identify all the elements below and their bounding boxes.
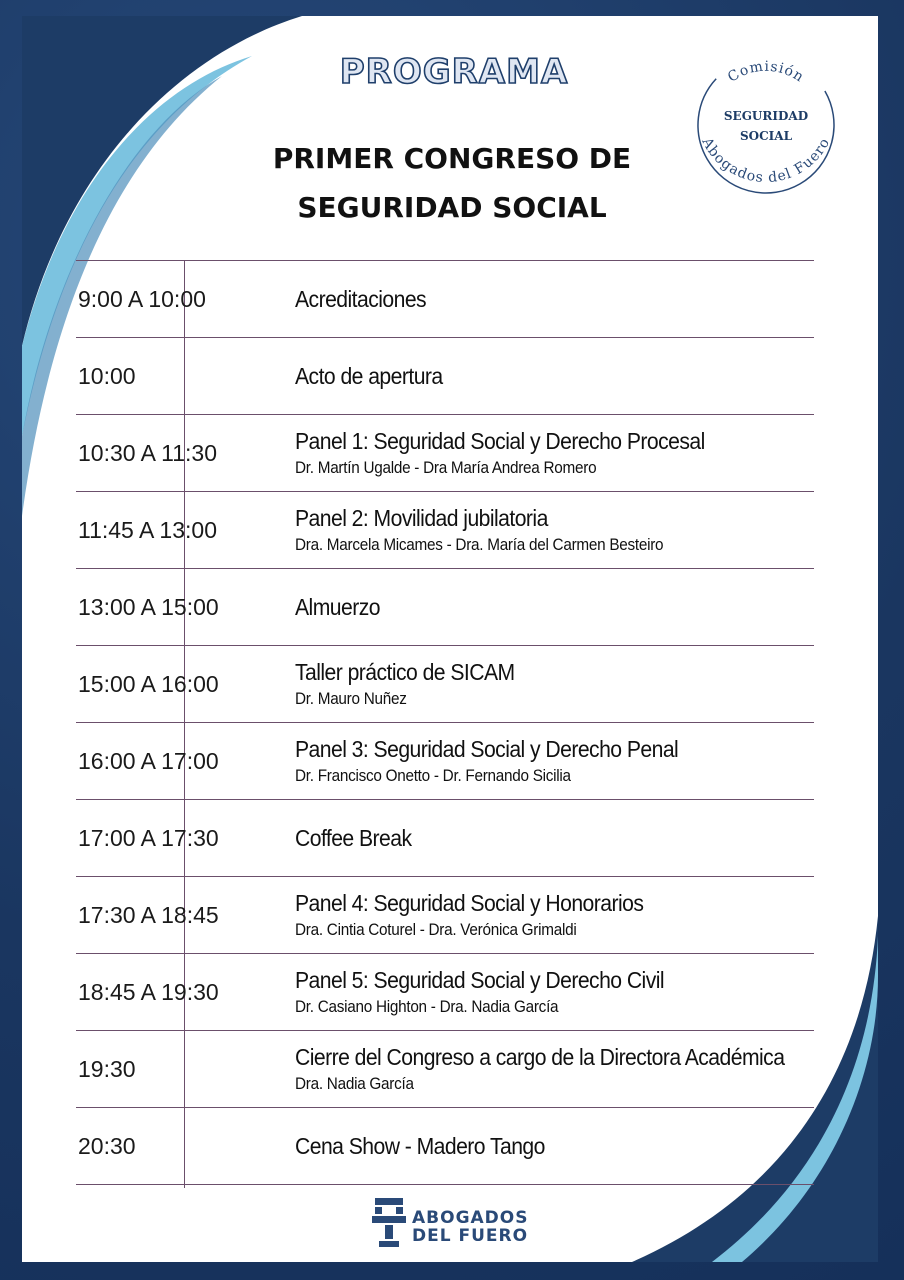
event-speakers: Dra. Cintia Coturel - Dra. Verónica Grimaldi bbox=[295, 920, 577, 939]
schedule-row bbox=[76, 723, 814, 800]
seal-center-line-1: SEGURIDAD bbox=[723, 109, 809, 123]
event-title: Acto de apertura bbox=[295, 362, 443, 389]
schedule-time: 20:30 bbox=[78, 1132, 136, 1159]
event-title: Cena Show - Madero Tango bbox=[295, 1132, 545, 1159]
schedule-time: 15:00 A 16:00 bbox=[78, 670, 219, 697]
schedule-time: 18:45 A 19:30 bbox=[78, 978, 219, 1005]
event-title: Panel 5: Seguridad Social y Derecho Civil bbox=[295, 967, 665, 993]
event-title: Almuerzo bbox=[295, 593, 380, 620]
schedule-time: 13:00 A 15:00 bbox=[78, 593, 219, 620]
event-speakers: Dra. Marcela Micames - Dra. María del Carmen Besteiro bbox=[295, 535, 664, 554]
event-name bbox=[232, 134, 672, 232]
schedule-event bbox=[295, 415, 835, 491]
schedule-time: 9:00 A 10:00 bbox=[78, 285, 206, 312]
event-title: Panel 2: Movilidad jubilatoria bbox=[295, 505, 548, 531]
schedule-time: 16:00 A 17:00 bbox=[78, 747, 219, 774]
svg-text:Comisión bbox=[725, 59, 807, 86]
event-name-line-1: PRIMER CONGRESO DE bbox=[272, 142, 632, 175]
logo-line-1: ABOGADOS bbox=[412, 1208, 529, 1228]
schedule-event bbox=[295, 646, 835, 722]
event-title: Acreditaciones bbox=[295, 285, 427, 312]
event-speakers: Dr. Francisco Onetto - Dr. Fernando Sicilia bbox=[295, 766, 571, 785]
schedule-row bbox=[76, 1031, 814, 1108]
seal-top-text: Comisión bbox=[725, 58, 808, 86]
event-title: Panel 3: Seguridad Social y Derecho Penal bbox=[295, 736, 679, 762]
event-speakers: Dr. Casiano Highton - Dra. Nadia García bbox=[295, 997, 559, 1016]
seal-bottom-text: Abogados del Fuero bbox=[698, 135, 834, 187]
logo-line-2: DEL FUERO bbox=[412, 1226, 529, 1246]
schedule-event bbox=[295, 877, 835, 953]
schedule-row bbox=[76, 492, 814, 569]
event-speakers: Dra. Nadia García bbox=[295, 1074, 414, 1093]
footer-logo bbox=[372, 1198, 542, 1252]
event-title: Taller práctico de SICAM bbox=[295, 659, 515, 685]
schedule-event bbox=[295, 261, 835, 337]
schedule-time: 11:45 A 13:00 bbox=[78, 516, 217, 543]
event-title: Coffee Break bbox=[295, 824, 412, 851]
seal-center-line-2: SOCIAL bbox=[739, 129, 793, 143]
event-title: Panel 4: Seguridad Social y Honorarios bbox=[295, 890, 644, 916]
schedule-event bbox=[295, 492, 835, 568]
page-title: PROGRAMA bbox=[339, 52, 569, 92]
schedule-row bbox=[76, 261, 814, 338]
schedule-table bbox=[76, 260, 814, 1185]
schedule-row bbox=[76, 800, 814, 877]
schedule-row bbox=[76, 1108, 814, 1185]
event-title: Panel 1: Seguridad Social y Derecho Procesal bbox=[295, 428, 705, 454]
schedule-event bbox=[295, 800, 835, 876]
commission-seal bbox=[690, 50, 842, 200]
schedule-row bbox=[76, 954, 814, 1031]
event-name-line-2: SEGURIDAD SOCIAL bbox=[297, 191, 607, 224]
schedule-row bbox=[76, 415, 814, 492]
schedule-row bbox=[76, 338, 814, 415]
schedule-event bbox=[295, 723, 835, 799]
event-speakers: Dr. Martín Ugalde - Dra María Andrea Romero bbox=[295, 458, 597, 477]
schedule-time: 10:30 A 11:30 bbox=[78, 439, 217, 466]
schedule-event bbox=[295, 338, 835, 414]
schedule-event bbox=[295, 954, 835, 1030]
event-title: Cierre del Congreso a cargo de la Directora Académica bbox=[295, 1044, 785, 1070]
event-speakers: Dr. Mauro Nuñez bbox=[295, 689, 407, 708]
schedule-time: 17:30 A 18:45 bbox=[78, 901, 219, 928]
schedule-row bbox=[76, 569, 814, 646]
af-logo-icon bbox=[372, 1198, 406, 1248]
schedule-event bbox=[295, 1031, 835, 1107]
schedule-row bbox=[76, 646, 814, 723]
schedule-event bbox=[295, 1108, 835, 1184]
schedule-event bbox=[295, 569, 835, 645]
schedule-row bbox=[76, 877, 814, 954]
schedule-time: 17:00 A 17:30 bbox=[78, 824, 219, 851]
schedule-time: 19:30 bbox=[78, 1055, 136, 1082]
schedule-time: 10:00 bbox=[78, 362, 136, 389]
